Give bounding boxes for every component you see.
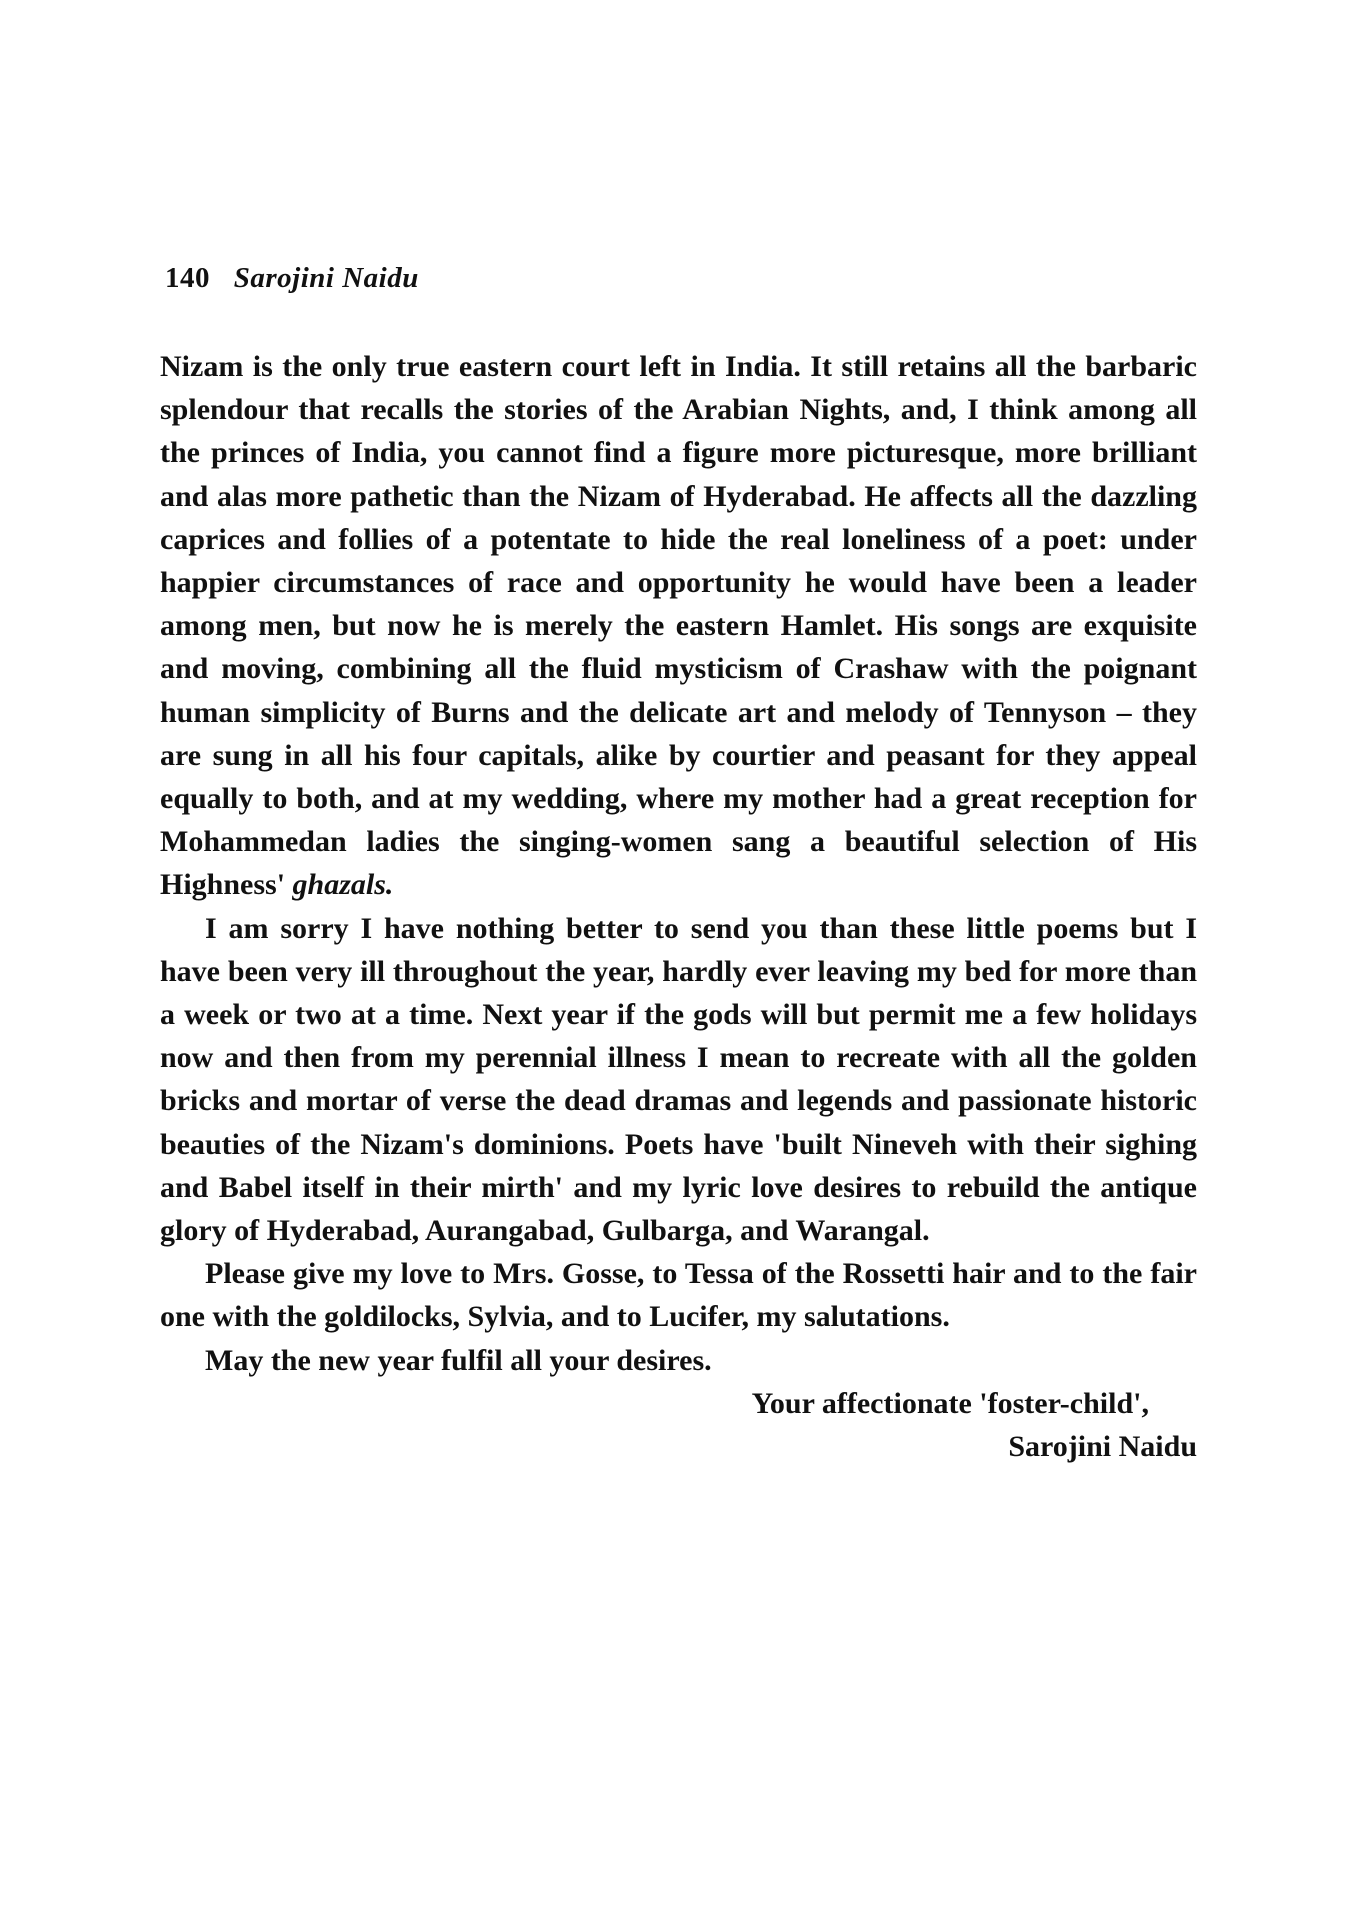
ghazals-word: ghazals. [292,868,394,902]
paragraph-apology: I am sorry I have nothing better to send you than these little poems but I have been very ill throughout the year, hardly ever leaving my bed for more than a week or two at a time. Next year if the gods will but permit me a few holidays now and then from my perennial illness I mean to recreate with all the golden bricks and mortar of verse the dead dramas and legends and passionate historic beauties of the Nizam's dominions. Poets have 'built Nineveh with their sighing and Babel itself in their mirth' and my lyric love desires to rebuild the antique glory of Hyderabad, Aurangabad, Gulbarga, and Warangal. [160,911,1197,1248]
signature-name: Sarojini Naidu [1008,1430,1197,1464]
letter-body [160,345,1197,1468]
paragraph-nizam-text: Nizam is the only true eastern court left in India. It still retains all the barbaric splendour that recalls the stories of the Arabian Nights, and, I think among all the princes of India, you cannot find a figure more picturesque, more brilliant and alas more pathetic than the Nizam of Hyderabad. He affects all the dazzling caprices and follies of a potentate to hide the real loneliness of a poet: under happier circumstances of race and opportunity he would have been a leader among men, but now he is merely the eastern Hamlet. His songs are exquisite and moving, combining all the fluid mysticism of Crashaw with the poignant human simplicity of Burns and the delicate art and melody of Tennyson – they are sung in all his four capitals, alike by courtier and peasant for they appeal equally to both, and at my wedding, where my mother had a great reception for Mohammedan ladies the singing-women sang a beautiful selection of His Highness' [160,350,1197,902]
page-header [165,262,419,295]
signoff-line: Your affectionate 'foster-child', [751,1386,1149,1420]
signoff [160,1382,1197,1468]
paragraph-nizam [160,345,1197,907]
closing-wish: May the new year fulfil all your desires. [205,1343,712,1377]
paragraph-greetings: Please give my love to Mrs. Gosse, to Tessa of the Rossetti hair and to the fair one with the goldilocks, Sylvia, and to Lucifer, my salutations. [160,1257,1197,1334]
page-number: 140 [165,262,210,294]
running-title: Sarojini Naidu [233,262,419,294]
